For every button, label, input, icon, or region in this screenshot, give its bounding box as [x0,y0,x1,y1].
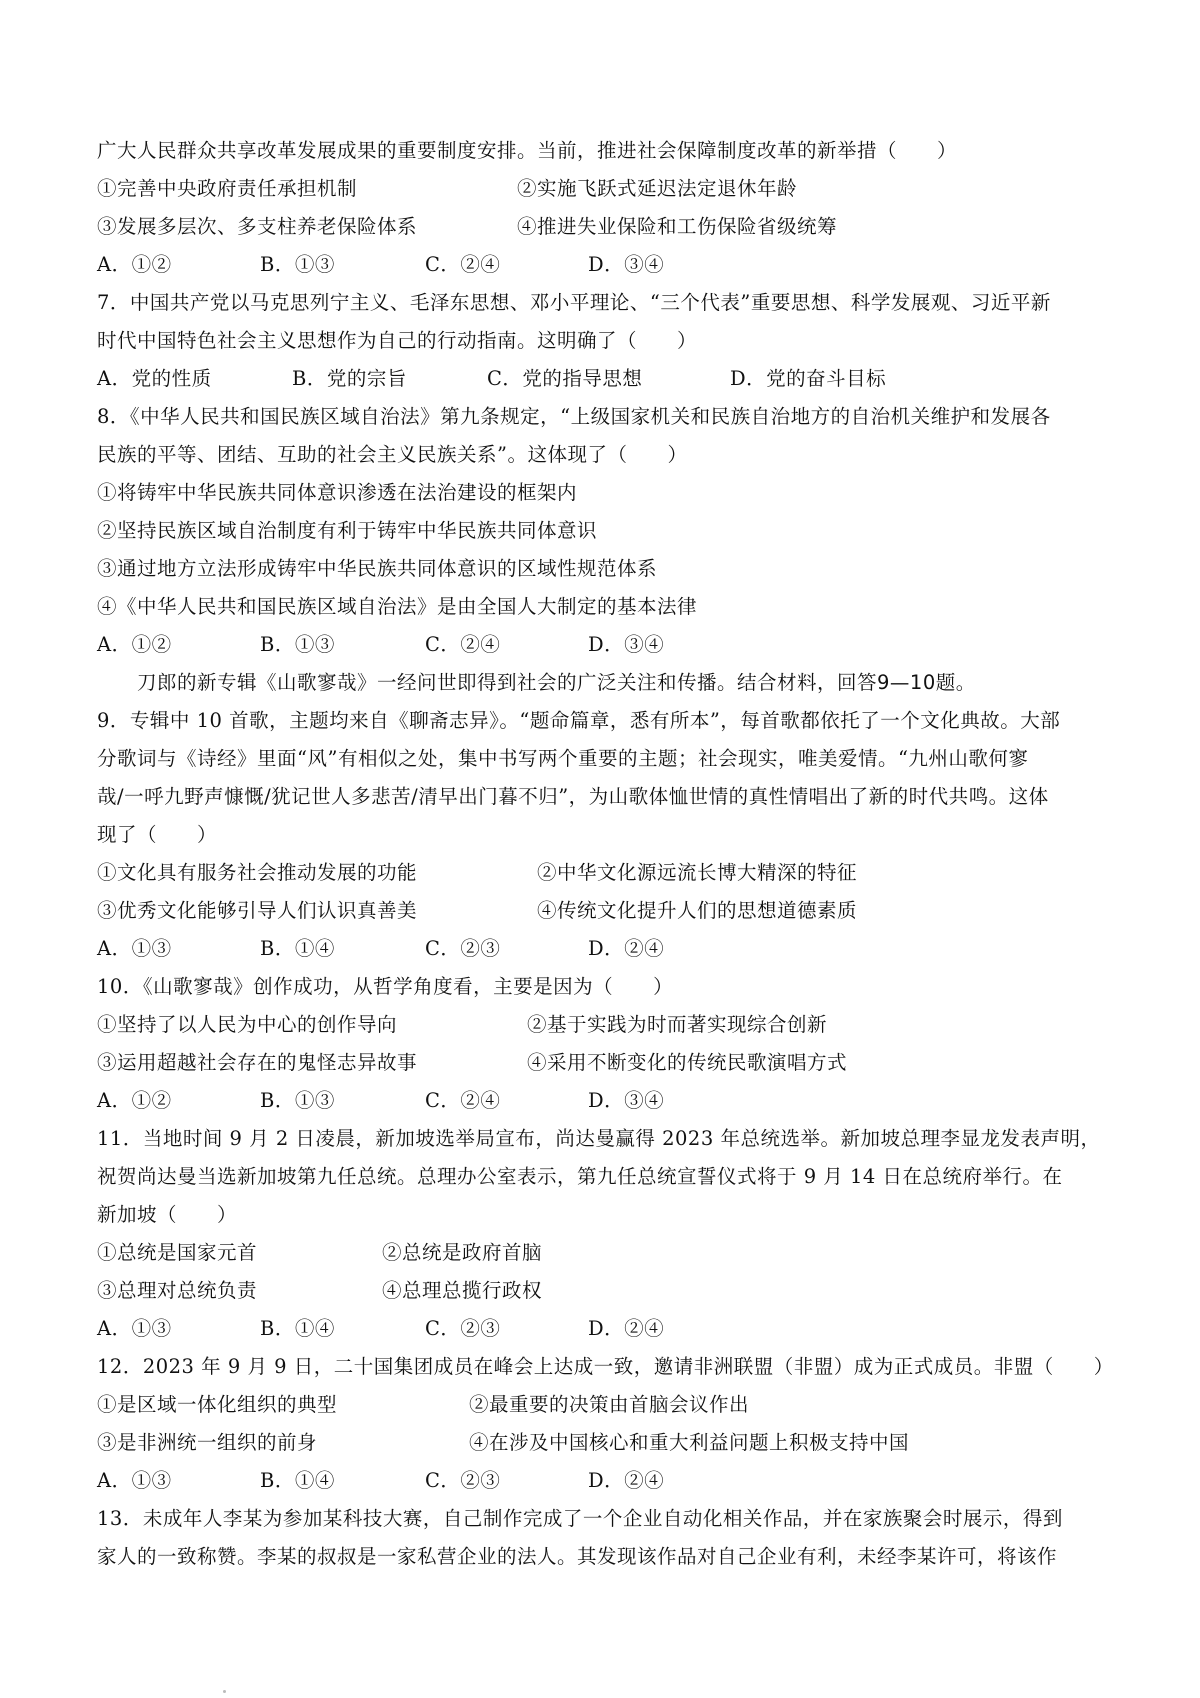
q6-items-row1 [97,170,1117,208]
q9-choice-c: C．②③ [425,937,501,960]
q6-item-4: ④推进失业保险和工伤保险省级统筹 [517,215,838,238]
material-intro: 刀郎的新专辑《山歌寥哉》一经问世即得到社会的广泛关注和传播。结合材料，回答9—10题。 [137,671,976,694]
q10-item-1: ①坚持了以人民为中心的创作导向 [97,1013,398,1036]
q6-item-3: ③发展多层次、多支柱养老保险体系 [97,215,418,238]
q8-item-2: ②坚持民族区域自治制度有利于铸牢中华民族共同体意识 [97,519,598,542]
q10-item-3: ③运用超越社会存在的鬼怪志异故事 [97,1051,418,1074]
q9-item-4: ④传统文化提升人们的思想道德素质 [537,899,858,922]
q13-stem-line-1: 13．未成年人李某为参加某科技大赛，自己制作完成了一个企业自动化相关作品，并在家族聚会时展示，得到 [97,1507,1063,1530]
q8-choice-c: C．②④ [425,633,501,656]
q9-stem-line-3: 哉/一呼九野声慷慨/犹记世人多悲苦/清早出门暮不归”，为山歌体恤世情的真性情唱出了新的时代共鸣。这体 [97,785,1049,808]
q9-choices [97,930,1117,968]
q7-stem-line-1: 7．中国共产党以马克思列宁主义、毛泽东思想、邓小平理论、“三个代表”重要思想、科学发展观、习近平新 [97,291,1051,314]
q10-item-2: ②基于实践为时而著实现综合创新 [527,1013,828,1036]
q11-choice-c: C．②③ [425,1317,501,1340]
q12-stem: 12．2023 年 9 月 9 日，二十国集团成员在峰会上达成一致，邀请非洲联盟（非盟）成为正式成员。非盟（ ） [97,1355,1114,1378]
q12-items-row2 [97,1424,1117,1462]
q9-item-3: ③优秀文化能够引导人们认识真善美 [97,899,418,922]
q9-stem-line-2: 分歌词与《诗经》里面“风”有相似之处，集中书写两个重要的主题；社会现实，唯美爱情。“九州山歌何寥 [97,747,1029,770]
exam-page [97,132,1117,1576]
q9-item-1: ①文化具有服务社会推动发展的功能 [97,861,418,884]
q9-choice-d: D．②④ [588,937,665,960]
q11-stem-line-2: 祝贺尚达曼当选新加坡第九任总统。总理办公室表示，第九任总统宣誓仪式将于 9 月 14 日在总统府举行。在 [97,1165,1063,1188]
q11-item-1: ①总统是国家元首 [97,1241,258,1264]
q7-stem-line-2: 时代中国特色社会主义思想作为自己的行动指南。这明确了（ ） [97,329,698,352]
q9-stem-line-4: 现了（ ） [97,823,218,846]
q8-choices [97,626,1117,664]
q10-item-4: ④采用不断变化的传统民歌演唱方式 [527,1051,848,1074]
q11-stem-line-3: 新加坡（ ） [97,1203,238,1226]
q12-choice-c: C．②③ [425,1469,501,1492]
q9-stem-line-1: 9．专辑中 10 首歌，主题均来自《聊斋志异》。“题命篇章，悉有所本”，每首歌都依托了一个文化典故。大部 [97,709,1061,732]
q12-item-4: ④在涉及中国核心和重大利益问题上积极支持中国 [469,1431,910,1454]
q9-items-row2 [97,892,1117,930]
q11-choices [97,1310,1117,1348]
q8-stem-line-2: 民族的平等、团结、互助的社会主义民族关系”。这体现了（ ） [97,443,688,466]
q6-stem: 广大人民群众共享改革发展成果的重要制度安排。当前，推进社会保障制度改革的新举措（ ） [97,139,958,162]
q11-item-3: ③总理对总统负责 [97,1279,258,1302]
q11-items-row2 [97,1272,1117,1310]
q12-choice-d: D．②④ [588,1469,665,1492]
q6-choice-a: A．①② [97,253,172,276]
q8-choice-d: D．③④ [588,633,665,656]
q12-item-2: ②最重要的决策由首脑会议作出 [469,1393,750,1416]
q7-choice-a: A．党的性质 [97,367,212,390]
q10-choice-a: A．①② [97,1089,172,1112]
q11-choice-a: A．①③ [97,1317,172,1340]
q11-item-2: ②总统是政府首脑 [382,1241,543,1264]
q6-item-2: ②实施飞跃式延迟法定退休年龄 [517,177,798,200]
footer-dot [223,1690,226,1693]
q13-stem-line-2: 家人的一致称赞。李某的叔叔是一家私营企业的法人。其发现该作品对自己企业有利，未经李某许可，将该作 [97,1545,1058,1568]
q8-choice-a: A．①② [97,633,172,656]
q12-choice-b: B．①④ [260,1469,335,1492]
q9-choice-b: B．①④ [260,937,335,960]
q10-choice-c: C．②④ [425,1089,501,1112]
q9-item-2: ②中华文化源远流长博大精深的特征 [537,861,858,884]
q9-choice-a: A．①③ [97,937,172,960]
q10-stem: 10．《山歌寥哉》创作成功，从哲学角度看，主要是因为（ ） [97,975,674,998]
q10-choice-b: B．①③ [260,1089,335,1112]
q12-item-3: ③是非洲统一组织的前身 [97,1431,318,1454]
q7-choice-c: C．党的指导思想 [487,367,643,390]
q12-items-row1 [97,1386,1117,1424]
q6-choice-b: B．①③ [260,253,335,276]
q10-items-row2 [97,1044,1117,1082]
q11-item-4: ④总理总揽行政权 [382,1279,543,1302]
q8-item-4: ④《中华人民共和国民族区域自治法》是由全国人大制定的基本法律 [97,595,698,618]
q8-choice-b: B．①③ [260,633,335,656]
q11-items-row1 [97,1234,1117,1272]
q7-choices [97,360,1117,398]
q6-choices [97,246,1117,284]
q8-item-1: ①将铸牢中华民族共同体意识渗透在法治建设的框架内 [97,481,578,504]
q11-stem-line-1: 11．当地时间 9 月 2 日凌晨，新加坡选举局宣布，尚达曼赢得 2023 年总统选举。新加坡总理李显龙发表声明， [97,1127,1101,1150]
q12-item-1: ①是区域一体化组织的典型 [97,1393,338,1416]
q6-items-row2 [97,208,1117,246]
q6-choice-d: D．③④ [588,253,665,276]
q7-choice-d: D．党的奋斗目标 [730,367,887,390]
q10-choice-d: D．③④ [588,1089,665,1112]
q12-choice-a: A．①③ [97,1469,172,1492]
q10-items-row1 [97,1006,1117,1044]
q11-choice-d: D．②④ [588,1317,665,1340]
q7-choice-b: B．党的宗旨 [292,367,407,390]
q11-choice-b: B．①④ [260,1317,335,1340]
q9-items-row1 [97,854,1117,892]
q8-item-3: ③通过地方立法形成铸牢中华民族共同体意识的区域性规范体系 [97,557,658,580]
q12-choices [97,1462,1117,1500]
q10-choices [97,1082,1117,1120]
q6-item-1: ①完善中央政府责任承担机制 [97,177,358,200]
q8-stem-line-1: 8．《中华人民共和国民族区域自治法》第九条规定，“上级国家机关和民族自治地方的自治机关维护和发展各 [97,405,1051,428]
q6-choice-c: C．②④ [425,253,501,276]
